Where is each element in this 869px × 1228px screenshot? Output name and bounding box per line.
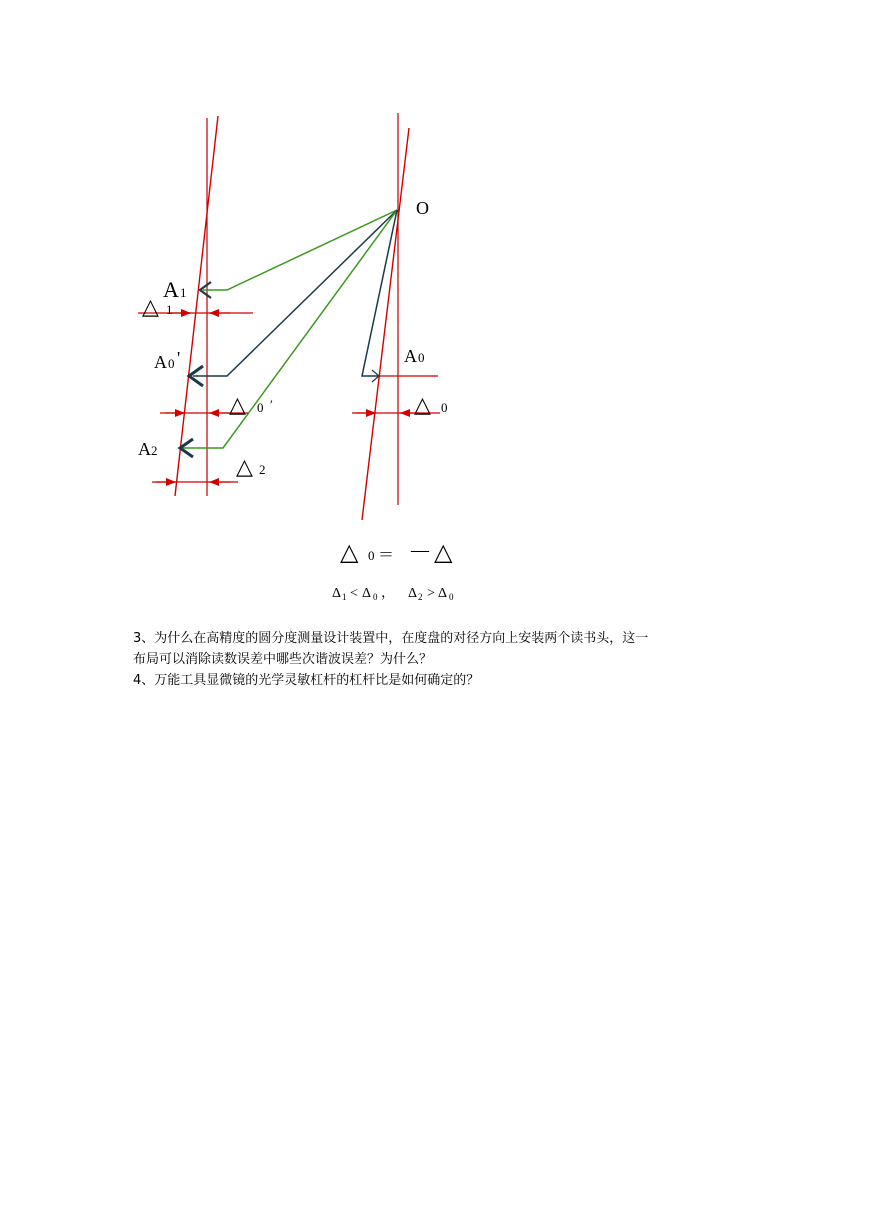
question-4: 4、万能工具显微镜的光学灵敏杠杆的杠杆比是如何确定的？ <box>133 673 480 688</box>
formula1-delta: △ <box>340 540 359 566</box>
formula2-lt: < <box>350 586 358 601</box>
label-delta1-sub: 1 <box>166 302 173 317</box>
label-delta1: △ <box>142 294 159 319</box>
label-a0-prime-mark: ' <box>177 348 181 368</box>
label-a0-prime: A <box>154 352 167 372</box>
formula1-delta2: △ <box>434 540 453 566</box>
formula2-d3: Δ <box>408 586 418 601</box>
formula2-s0a: 0 <box>373 592 378 602</box>
formula1-eq: ＝ <box>378 547 395 564</box>
label-delta2: △ <box>236 454 253 479</box>
label-a1-sub: 1 <box>180 285 187 300</box>
formula2-d1: Δ <box>332 586 342 601</box>
formula2-s2: 2 <box>418 592 423 602</box>
formula2-comma: ， <box>381 586 395 601</box>
formula1-minus: － <box>408 540 432 566</box>
label-delta0-prime-mark: ′ <box>270 397 273 412</box>
questions-block <box>133 628 753 691</box>
formula2 <box>332 586 454 602</box>
ray-o-to-a2 <box>183 210 397 448</box>
formula2-d2: Δ <box>362 586 372 601</box>
label-delta0-prime: △ <box>229 392 246 417</box>
formula2-s1: 1 <box>342 592 347 602</box>
formula1-sub: 0 <box>368 548 375 563</box>
ray-o-to-a0-prime <box>193 210 397 376</box>
question-3-line-2: 布局可以消除读数误差中哪些次谐波误差？为什么？ <box>133 652 433 667</box>
formula2-d4: Δ <box>438 586 448 601</box>
left-tilted-line <box>175 116 218 496</box>
label-o: O <box>416 198 429 218</box>
formula2-gt: > <box>427 586 435 601</box>
question-3-line-1: 3、为什么在高精度的圆分度测量设计装置中，在度盘的对径方向上安装两个读书头，这一 <box>133 631 649 646</box>
label-a1: A <box>163 277 179 302</box>
label-a0: A <box>404 346 417 366</box>
label-delta2-sub: 2 <box>259 462 266 477</box>
label-a0-prime-sub: 0 <box>168 356 175 371</box>
label-delta0: △ <box>414 392 431 417</box>
label-a0-sub: 0 <box>418 350 425 365</box>
right-tilted-line <box>362 128 409 520</box>
formula2-s0b: 0 <box>449 592 454 602</box>
label-delta0-prime-sub: 0 <box>257 400 264 415</box>
label-a2-sub: 2 <box>151 443 158 458</box>
label-a2: A <box>138 439 151 459</box>
label-delta0-sub: 0 <box>441 400 448 415</box>
